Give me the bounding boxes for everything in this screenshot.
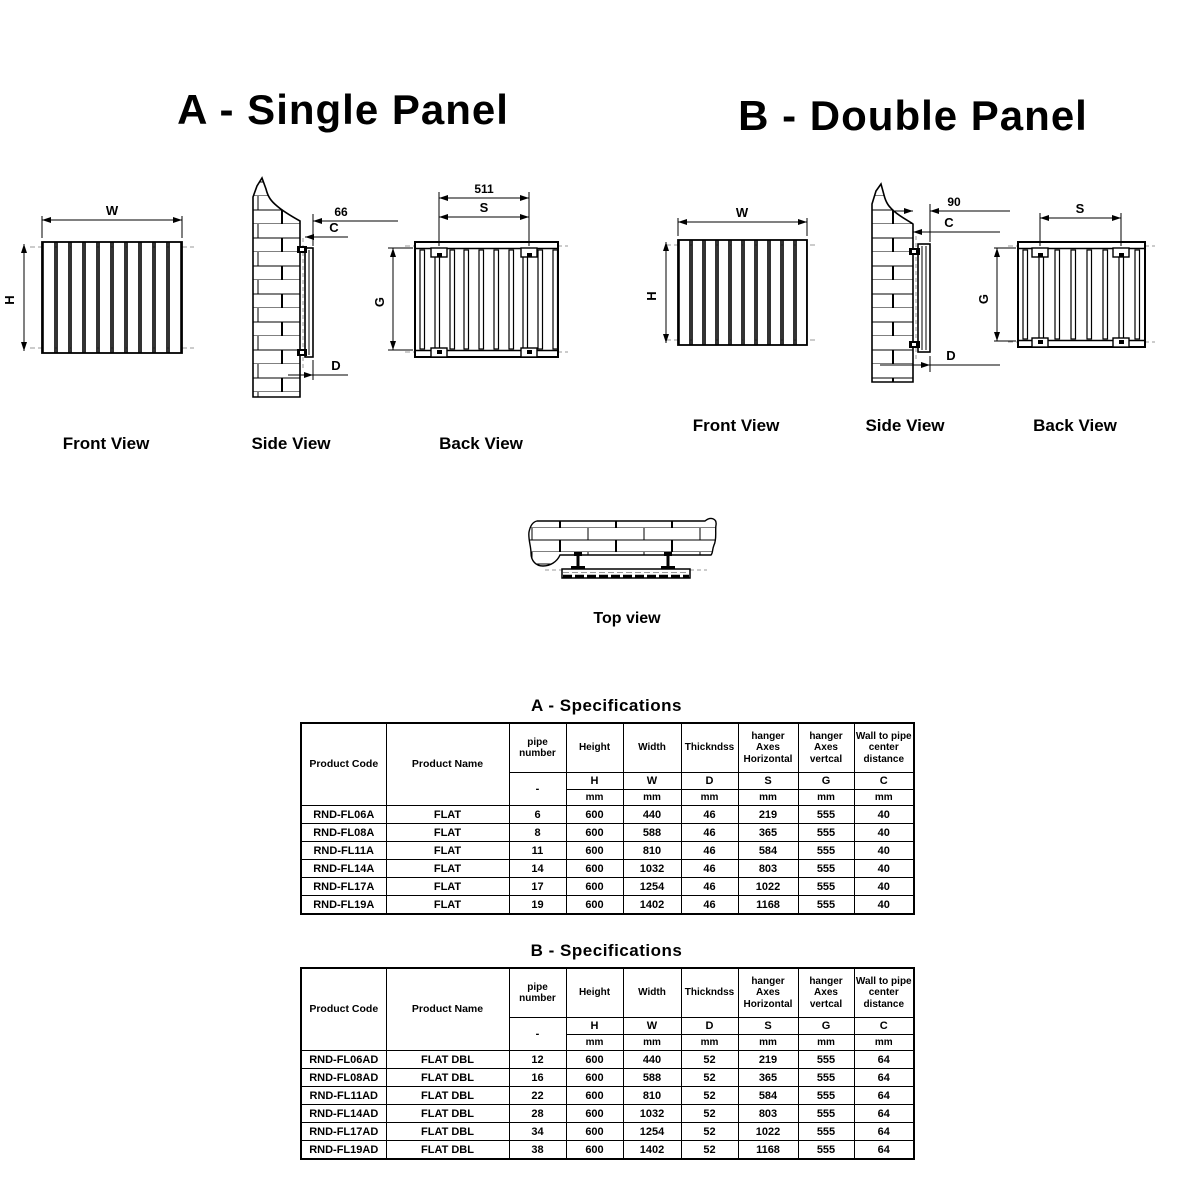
a-back-view-caption: Back View: [439, 434, 523, 453]
b-front-width-label: W: [735, 205, 749, 220]
spec-cell: 1254: [623, 878, 681, 896]
spec-cell: 1032: [623, 860, 681, 878]
symbol-pipe: -: [509, 1018, 566, 1051]
spec-row: [301, 1105, 914, 1123]
spec-cell: 600: [566, 878, 623, 896]
spec-cell: 555: [798, 1141, 854, 1160]
spec-cell: FLAT DBL: [386, 1051, 509, 1069]
spec-cell: 8: [509, 824, 566, 842]
spec-cell: 600: [566, 1141, 623, 1160]
spec-row: [301, 1069, 914, 1087]
top-view-drawing: [528, 516, 720, 578]
spec-cell: RND-FL11AD: [301, 1087, 386, 1105]
symbol-h: H: [566, 1018, 623, 1035]
spec-table-a-title: A - Specifications: [530, 696, 682, 715]
unit-cell: mm: [798, 1035, 854, 1051]
col-product-code: Product Code: [301, 968, 386, 1051]
spec-cell: 555: [798, 1087, 854, 1105]
symbol-c: C: [854, 773, 914, 790]
spec-cell: 600: [566, 1123, 623, 1141]
symbol-d: D: [681, 773, 738, 790]
spec-cell: RND-FL19AD: [301, 1141, 386, 1160]
col-thickness: Thickndss: [681, 968, 738, 1018]
a-side-c-label: C: [329, 220, 339, 235]
spec-cell: 52: [681, 1087, 738, 1105]
col-thickness: Thickndss: [681, 723, 738, 773]
spec-cell: 52: [681, 1123, 738, 1141]
b-front-view-caption: Front View: [692, 416, 780, 435]
spec-cell: RND-FL06AD: [301, 1051, 386, 1069]
spec-cell: 19: [509, 896, 566, 915]
spec-table-a: [300, 722, 915, 915]
a-side-d-label: D: [331, 358, 341, 373]
spec-cell: FLAT: [386, 860, 509, 878]
symbol-d: D: [681, 1018, 738, 1035]
spec-cell: 600: [566, 824, 623, 842]
spec-cell: 555: [798, 806, 854, 824]
spec-cell: 28: [509, 1105, 566, 1123]
spec-cell: 14: [509, 860, 566, 878]
unit-cell: mm: [681, 790, 738, 806]
header-row: [301, 968, 914, 1018]
spec-cell: RND-FL17A: [301, 878, 386, 896]
spec-cell: 600: [566, 1051, 623, 1069]
spec-cell: 219: [738, 1051, 798, 1069]
spec-cell: 52: [681, 1069, 738, 1087]
spec-cell: 584: [738, 1087, 798, 1105]
symbol-s: S: [738, 773, 798, 790]
symbol-pipe: -: [509, 773, 566, 806]
spec-cell: RND-FL08A: [301, 824, 386, 842]
spec-cell: 810: [623, 842, 681, 860]
spec-cell: 440: [623, 806, 681, 824]
spec-cell: 1022: [738, 1123, 798, 1141]
spec-cell: 52: [681, 1105, 738, 1123]
col-hanger-horizontal: hanger Axes Horizontal: [738, 968, 798, 1018]
b-back-g-label: G: [976, 293, 991, 305]
spec-cell: 600: [566, 896, 623, 915]
col-product-code: Product Code: [301, 723, 386, 806]
spec-cell: 17: [509, 878, 566, 896]
spec-cell: RND-FL11A: [301, 842, 386, 860]
a-side-view-drawing: [253, 178, 398, 397]
unit-cell: mm: [854, 790, 914, 806]
unit-cell: mm: [566, 1035, 623, 1051]
spec-cell: 46: [681, 824, 738, 842]
symbol-h: H: [566, 773, 623, 790]
spec-cell: 46: [681, 896, 738, 915]
unit-cell: mm: [738, 1035, 798, 1051]
col-hanger-vertical: hanger Axes vertcal: [798, 968, 854, 1018]
a-front-view-caption: Front View: [62, 434, 150, 453]
spec-cell: 64: [854, 1051, 914, 1069]
spec-cell: 40: [854, 878, 914, 896]
spec-cell: 38: [509, 1141, 566, 1160]
spec-cell: 46: [681, 860, 738, 878]
spec-cell: FLAT DBL: [386, 1069, 509, 1087]
spec-cell: 810: [623, 1087, 681, 1105]
col-pipe-number: pipe number: [509, 968, 566, 1018]
spec-cell: 1032: [623, 1105, 681, 1123]
spec-cell: 600: [566, 1087, 623, 1105]
spec-cell: FLAT DBL: [386, 1123, 509, 1141]
spec-row: [301, 1141, 914, 1160]
spec-cell: FLAT DBL: [386, 1087, 509, 1105]
spec-cell: RND-FL08AD: [301, 1069, 386, 1087]
a-front-height-label: H: [2, 295, 17, 305]
a-front-width-label: W: [105, 203, 119, 218]
a-back-g-label: G: [372, 296, 387, 308]
spec-cell: FLAT: [386, 878, 509, 896]
unit-cell: mm: [738, 790, 798, 806]
spec-cell: 40: [854, 824, 914, 842]
spec-cell: 555: [798, 1123, 854, 1141]
section-a-title: A - Single Panel: [177, 86, 509, 133]
top-view-caption: Top view: [593, 610, 661, 627]
b-side-d-label: D: [946, 348, 956, 363]
spec-row: [301, 824, 914, 842]
symbol-w: W: [623, 773, 681, 790]
spec-cell: 803: [738, 1105, 798, 1123]
spec-cell: 46: [681, 842, 738, 860]
spec-cell: 555: [798, 896, 854, 915]
spec-cell: 584: [738, 842, 798, 860]
spec-cell: 600: [566, 1105, 623, 1123]
col-product-name: Product Name: [386, 968, 509, 1051]
spec-cell: FLAT DBL: [386, 1105, 509, 1123]
spec-row: [301, 878, 914, 896]
spec-row: [301, 1087, 914, 1105]
a-front-view-drawing: [2, 203, 194, 353]
b-side-offset-label: 90: [947, 195, 961, 209]
col-width: Width: [623, 968, 681, 1018]
spec-cell: 64: [854, 1087, 914, 1105]
spec-cell: 11: [509, 842, 566, 860]
spec-row: [301, 1051, 914, 1069]
symbol-c: C: [854, 1018, 914, 1035]
unit-cell: mm: [623, 790, 681, 806]
spec-cell: 555: [798, 824, 854, 842]
spec-cell: RND-FL14AD: [301, 1105, 386, 1123]
col-wall-distance: Wall to pipe center distance: [854, 968, 914, 1018]
spec-cell: 52: [681, 1051, 738, 1069]
col-height: Height: [566, 723, 623, 773]
spec-cell: RND-FL19A: [301, 896, 386, 915]
spec-cell: RND-FL06A: [301, 806, 386, 824]
spec-cell: 555: [798, 842, 854, 860]
b-front-height-label: H: [644, 291, 659, 301]
col-hanger-horizontal: hanger Axes Horizontal: [738, 723, 798, 773]
a-side-offset-label: 66: [334, 205, 348, 219]
unit-cell: mm: [798, 790, 854, 806]
spec-row: [301, 842, 914, 860]
spec-cell: RND-FL17AD: [301, 1123, 386, 1141]
spec-cell: 64: [854, 1069, 914, 1087]
a-back-view-drawing: [372, 182, 568, 357]
b-back-view-drawing: [976, 201, 1155, 347]
spec-cell: 555: [798, 1051, 854, 1069]
spec-cell: 365: [738, 1069, 798, 1087]
spec-cell: 600: [566, 842, 623, 860]
symbol-g: G: [798, 1018, 854, 1035]
spec-row: [301, 806, 914, 824]
spec-row: [301, 1123, 914, 1141]
spec-cell: 12: [509, 1051, 566, 1069]
spec-cell: 588: [623, 824, 681, 842]
b-front-view-drawing: [644, 205, 818, 345]
spec-cell: FLAT DBL: [386, 1141, 509, 1160]
spec-table-b: [300, 967, 915, 1160]
a-back-s-label: S: [479, 200, 489, 215]
spec-cell: 600: [566, 806, 623, 824]
spec-table-b-title: B - Specifications: [530, 941, 683, 960]
symbol-s: S: [738, 1018, 798, 1035]
spec-cell: 588: [623, 1069, 681, 1087]
spec-cell: 64: [854, 1105, 914, 1123]
b-side-c-label: C: [944, 215, 954, 230]
spec-cell: 803: [738, 860, 798, 878]
spec-row: [301, 896, 914, 915]
spec-cell: 40: [854, 806, 914, 824]
unit-cell: mm: [566, 790, 623, 806]
spec-cell: FLAT: [386, 842, 509, 860]
spec-cell: 46: [681, 806, 738, 824]
spec-cell: 555: [798, 1069, 854, 1087]
spec-cell: 64: [854, 1123, 914, 1141]
b-back-view-caption: Back View: [1033, 416, 1117, 435]
spec-cell: 52: [681, 1141, 738, 1160]
col-pipe-number: pipe number: [509, 723, 566, 773]
spec-cell: 600: [566, 860, 623, 878]
symbol-g: G: [798, 773, 854, 790]
symbol-w: W: [623, 1018, 681, 1035]
spec-cell: RND-FL14A: [301, 860, 386, 878]
b-back-s-label: S: [1075, 201, 1085, 216]
spec-cell: 6: [509, 806, 566, 824]
col-height: Height: [566, 968, 623, 1018]
spec-cell: 555: [798, 878, 854, 896]
unit-cell: mm: [854, 1035, 914, 1051]
spec-cell: FLAT: [386, 806, 509, 824]
spec-cell: 600: [566, 1069, 623, 1087]
spec-cell: 555: [798, 1105, 854, 1123]
spec-cell: 440: [623, 1051, 681, 1069]
spec-cell: 40: [854, 842, 914, 860]
col-wall-distance: Wall to pipe center distance: [854, 723, 914, 773]
spec-cell: 1402: [623, 1141, 681, 1160]
spec-cell: 1168: [738, 1141, 798, 1160]
spec-cell: 34: [509, 1123, 566, 1141]
a-side-view-caption: Side View: [251, 434, 331, 453]
col-hanger-vertical: hanger Axes vertcal: [798, 723, 854, 773]
spec-cell: 1402: [623, 896, 681, 915]
unit-cell: mm: [623, 1035, 681, 1051]
spec-cell: 40: [854, 860, 914, 878]
spec-cell: 219: [738, 806, 798, 824]
spec-row: [301, 860, 914, 878]
spec-cell: 1168: [738, 896, 798, 915]
spec-cell: 22: [509, 1087, 566, 1105]
col-width: Width: [623, 723, 681, 773]
unit-cell: mm: [681, 1035, 738, 1051]
section-b-title: B - Double Panel: [738, 92, 1088, 139]
spec-cell: 64: [854, 1141, 914, 1160]
col-product-name: Product Name: [386, 723, 509, 806]
spec-cell: 1254: [623, 1123, 681, 1141]
spec-cell: 40: [854, 896, 914, 915]
spec-cell: 365: [738, 824, 798, 842]
spec-cell: FLAT: [386, 896, 509, 915]
spec-cell: 1022: [738, 878, 798, 896]
spec-cell: 555: [798, 860, 854, 878]
a-back-s-value-label: 511: [474, 182, 494, 196]
b-side-view-drawing: [872, 184, 1010, 382]
b-side-view-caption: Side View: [865, 416, 945, 435]
spec-cell: FLAT: [386, 824, 509, 842]
spec-cell: 46: [681, 878, 738, 896]
header-row: [301, 723, 914, 773]
spec-cell: 16: [509, 1069, 566, 1087]
